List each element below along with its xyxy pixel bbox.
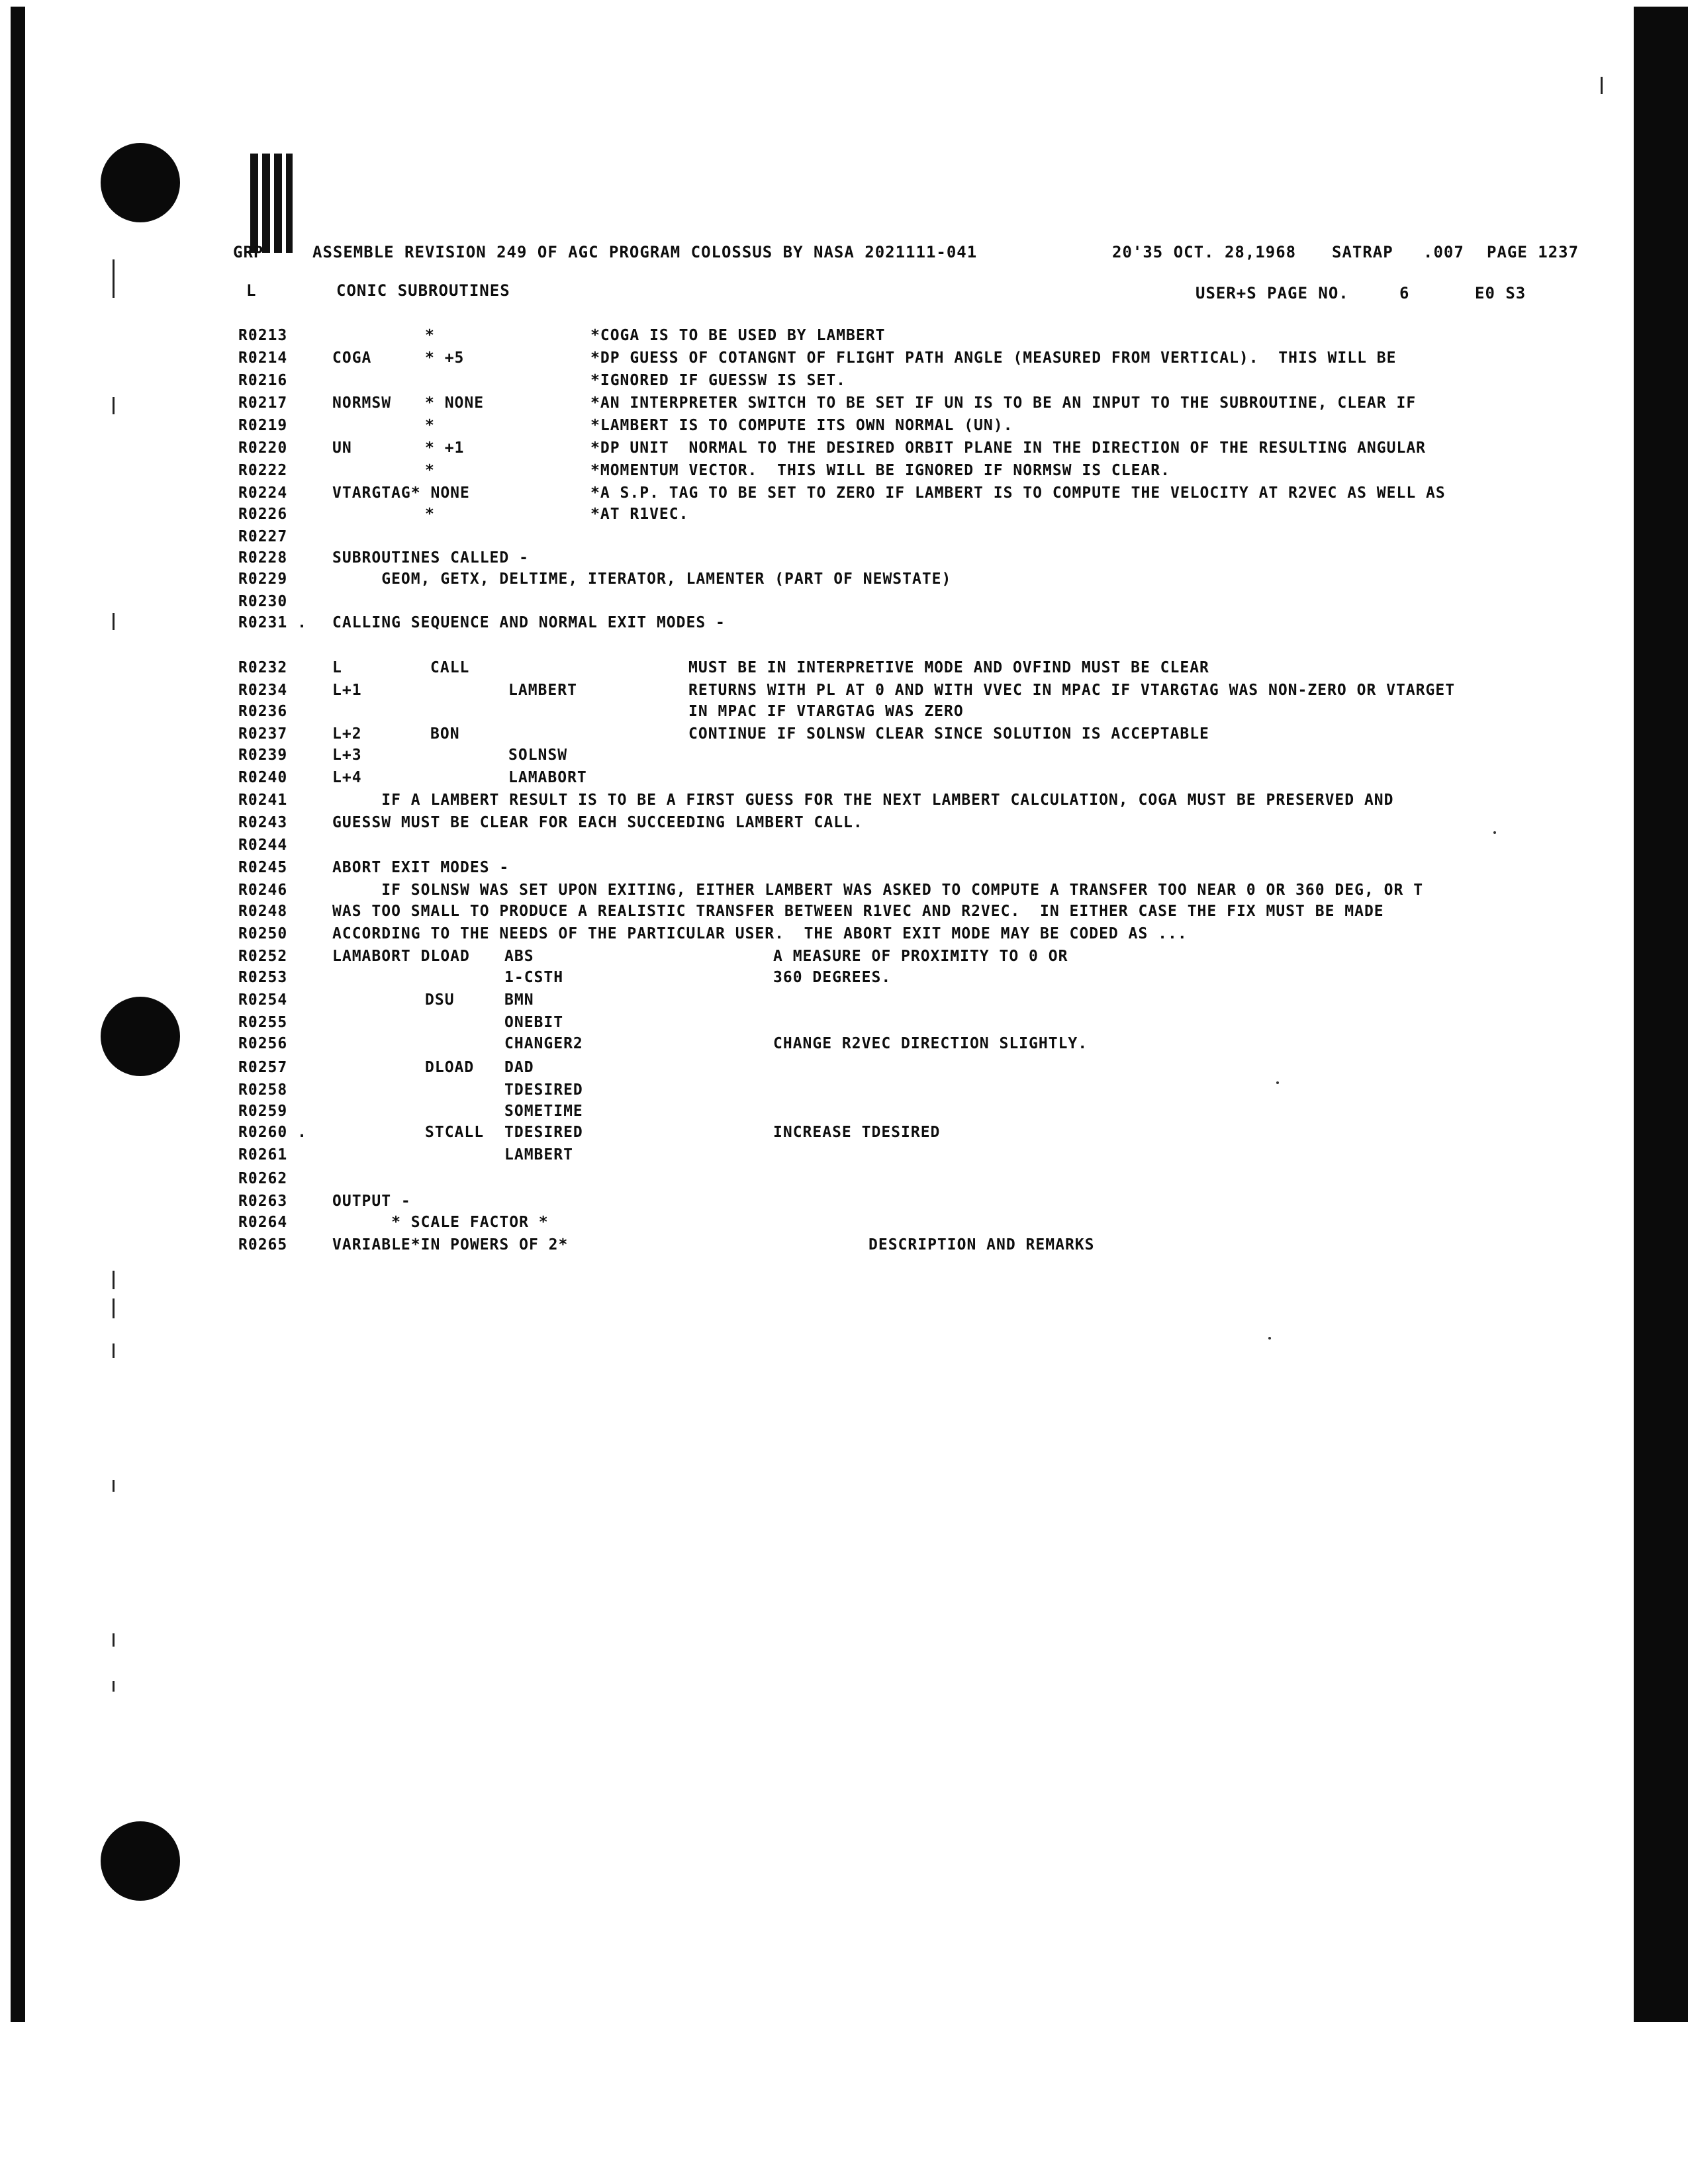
punch-hole	[101, 143, 180, 222]
line-number: R0250	[238, 925, 288, 942]
header-code: .007	[1423, 243, 1464, 261]
header-l: L	[246, 281, 257, 300]
header-user: SATRAP	[1332, 243, 1393, 261]
line-number: R0264	[238, 1214, 288, 1231]
line-number: R0252	[238, 948, 288, 965]
line-number: R0245	[238, 859, 288, 876]
listing-field-c4: INCREASE TDESIRED	[773, 1124, 941, 1141]
line-number: R0256	[238, 1035, 288, 1052]
line-number: R0248	[238, 903, 288, 920]
listing-field-c1: L+4	[332, 769, 362, 786]
listing-field-c3: CHANGER2	[504, 1035, 583, 1052]
listing-field-c3: TDESIRED	[504, 1124, 583, 1141]
header-user-page-number: 6	[1399, 284, 1410, 302]
listing-field-c4: *AT R1VEC.	[590, 506, 689, 523]
margin-mark	[113, 1271, 115, 1289]
line-number: R0265	[238, 1236, 288, 1253]
listing-field-c2: *	[425, 462, 435, 479]
header-section-code: E0 S3	[1475, 284, 1526, 302]
listing-field-c1: IF A LAMBERT RESULT IS TO BE A FIRST GUESS FOR THE NEXT LAMBERT CALCULATION, COGA MUST BE PRESERVED AND	[332, 792, 1394, 809]
listing-field-c2: STCALL	[425, 1124, 485, 1141]
listing-field-c1: VARIABLE*IN POWERS OF 2*	[332, 1236, 569, 1253]
listing-field-c1: L+2	[332, 725, 362, 743]
scan-speck	[1268, 1337, 1271, 1340]
listing-field-c4: *LAMBERT IS TO COMPUTE ITS OWN NORMAL (UN).	[590, 417, 1013, 434]
listing-field-c1: * SCALE FACTOR *	[332, 1214, 549, 1231]
line-number: R0262	[238, 1170, 288, 1187]
listing-field-c2: * +5	[425, 349, 465, 367]
margin-mark	[113, 397, 115, 414]
listing-field-c4: 360 DEGREES.	[773, 969, 892, 986]
line-number: R0236	[238, 703, 288, 720]
listing-field-c2: *	[425, 506, 435, 523]
listing-field-c1: NORMSW	[332, 394, 392, 412]
header-prefix: GRP	[233, 243, 264, 261]
line-number: R0261	[238, 1146, 288, 1163]
line-number: R0232	[238, 659, 288, 676]
listing-field-c3: TDESIRED	[504, 1081, 583, 1099]
line-number: R0244	[238, 837, 288, 854]
listing-field-c1: L+1	[332, 682, 362, 699]
listing-field-c1: CALLING SEQUENCE AND NORMAL EXIT MODES -	[332, 614, 726, 631]
listing-field-c2: DLOAD	[425, 1059, 475, 1076]
listing-field-c1: WAS TOO SMALL TO PRODUCE A REALISTIC TRANSFER BETWEEN R1VEC AND R2VEC. IN EITHER CASE THE FIX MUST BE MADE	[332, 903, 1384, 920]
line-number: R0260 .	[238, 1124, 307, 1141]
header-page: PAGE 1237	[1487, 243, 1579, 261]
margin-mark	[113, 1633, 115, 1647]
line-number: R0213	[238, 327, 288, 344]
margin-mark	[1601, 77, 1603, 94]
listing-field-c1: OUTPUT -	[332, 1193, 411, 1210]
listing-field-c1: L+3	[332, 747, 362, 764]
listing-field-c3: LAMBERT	[504, 1146, 573, 1163]
line-number: R0224	[238, 484, 288, 502]
listing-field-c1: VTARGTAG* NONE	[332, 484, 470, 502]
listing-field-c3: ABS	[504, 948, 534, 965]
listing-field-c4: *AN INTERPRETER SWITCH TO BE SET IF UN IS TO BE AN INPUT TO THE SUBROUTINE, CLEAR IF	[590, 394, 1417, 412]
listing-field-c1: L	[332, 659, 342, 676]
line-number: R0214	[238, 349, 288, 367]
line-number: R0241	[238, 792, 288, 809]
scan-speck	[1276, 1081, 1279, 1084]
listing-field-c1: LAMABORT DLOAD	[332, 948, 470, 965]
listing-field-c4: *DP UNIT NORMAL TO THE DESIRED ORBIT PLANE IN THE DIRECTION OF THE RESULTING ANGULAR	[590, 439, 1427, 457]
line-number: R0239	[238, 747, 288, 764]
line-number: R0230	[238, 593, 288, 610]
listing-field-c1: SUBROUTINES CALLED -	[332, 549, 529, 567]
listing-field-c2: CALL	[430, 659, 470, 676]
listing-field-c4: DESCRIPTION AND REMARKS	[868, 1236, 1095, 1253]
header-section: CONIC SUBROUTINES	[336, 281, 510, 300]
margin-mark	[113, 1298, 115, 1318]
scan-right-edge	[1634, 7, 1688, 2022]
line-number: R0255	[238, 1014, 288, 1031]
scan-speck	[1493, 831, 1496, 834]
listing-field-c4: *COGA IS TO BE USED BY LAMBERT	[590, 327, 886, 344]
listing-field-c3: LAMABORT	[508, 769, 587, 786]
margin-mark	[113, 1343, 115, 1358]
listing-field-c1: ABORT EXIT MODES -	[332, 859, 510, 876]
line-number: R0229	[238, 570, 288, 588]
margin-mark	[113, 1681, 115, 1692]
line-number: R0253	[238, 969, 288, 986]
header-user-page-label: USER+S PAGE NO.	[1196, 284, 1349, 302]
listing-field-c1: GUESSW MUST BE CLEAR FOR EACH SUCCEEDING LAMBERT CALL.	[332, 814, 863, 831]
line-number: R0234	[238, 682, 288, 699]
line-number: R0259	[238, 1103, 288, 1120]
barcode-mark	[250, 154, 293, 253]
listing-field-c3: 1-CSTH	[504, 969, 564, 986]
line-number: R0219	[238, 417, 288, 434]
scan-left-edge	[11, 7, 25, 2022]
listing-field-c1: UN	[332, 439, 352, 457]
line-number: R0243	[238, 814, 288, 831]
line-number: R0227	[238, 528, 288, 545]
listing-field-c1: COGA	[332, 349, 372, 367]
listing-field-c2: * +1	[425, 439, 465, 457]
listing-field-c3: SOLNSW	[508, 747, 568, 764]
line-number: R0216	[238, 372, 288, 389]
listing-field-c1: GEOM, GETX, DELTIME, ITERATOR, LAMENTER (PART OF NEWSTATE)	[332, 570, 952, 588]
listing-field-c2: BON	[430, 725, 460, 743]
line-number: R0254	[238, 991, 288, 1009]
header-title: ASSEMBLE REVISION 249 OF AGC PROGRAM COLOSSUS BY NASA 2021111-041	[312, 243, 978, 261]
line-number: R0228	[238, 549, 288, 567]
listing-field-c4: RETURNS WITH PL AT 0 AND WITH VVEC IN MPAC IF VTARGTAG WAS NON-ZERO OR VTARGET	[688, 682, 1456, 699]
header-date: 20'35 OCT. 28,1968	[1112, 243, 1297, 261]
margin-mark	[113, 613, 115, 630]
listing-field-c4: *IGNORED IF GUESSW IS SET.	[590, 372, 847, 389]
line-number: R0258	[238, 1081, 288, 1099]
listing-field-c3: DAD	[504, 1059, 534, 1076]
line-number: R0217	[238, 394, 288, 412]
listing-field-c4: *MOMENTUM VECTOR. THIS WILL BE IGNORED IF NORMSW IS CLEAR.	[590, 462, 1170, 479]
line-number: R0231 .	[238, 614, 307, 631]
line-number: R0257	[238, 1059, 288, 1076]
line-number: R0220	[238, 439, 288, 457]
line-number: R0246	[238, 882, 288, 899]
listing-field-c2: *	[425, 417, 435, 434]
listing-field-c2: * NONE	[425, 394, 485, 412]
listing-field-c4: IN MPAC IF VTARGTAG WAS ZERO	[688, 703, 964, 720]
line-number: R0222	[238, 462, 288, 479]
listing-field-c3: SOMETIME	[504, 1103, 583, 1120]
listing-field-c3: BMN	[504, 991, 534, 1009]
listing-field-c2: DSU	[425, 991, 455, 1009]
margin-mark	[113, 259, 115, 298]
line-number: R0263	[238, 1193, 288, 1210]
listing-field-c4: A MEASURE OF PROXIMITY TO 0 OR	[773, 948, 1068, 965]
listing-field-c2: *	[425, 327, 435, 344]
line-number: R0240	[238, 769, 288, 786]
punch-hole	[101, 997, 180, 1076]
listing-field-c4: *A S.P. TAG TO BE SET TO ZERO IF LAMBERT IS TO COMPUTE THE VELOCITY AT R2VEC AS WELL AS	[590, 484, 1446, 502]
listing-field-c4: *DP GUESS OF COTANGNT OF FLIGHT PATH ANGLE (MEASURED FROM VERTICAL). THIS WILL BE	[590, 349, 1397, 367]
listing-field-c4: CHANGE R2VEC DIRECTION SLIGHTLY.	[773, 1035, 1088, 1052]
line-number: R0226	[238, 506, 288, 523]
listing-field-c1: IF SOLNSW WAS SET UPON EXITING, EITHER LAMBERT WAS ASKED TO COMPUTE A TRANSFER TOO NEAR 0 OR 360 DEG, OR T	[332, 882, 1424, 899]
listing-field-c3: LAMBERT	[508, 682, 577, 699]
line-number: R0237	[238, 725, 288, 743]
listing-field-c3: ONEBIT	[504, 1014, 564, 1031]
punch-hole	[101, 1821, 180, 1901]
margin-mark	[113, 1480, 115, 1492]
listing-field-c1: ACCORDING TO THE NEEDS OF THE PARTICULAR USER. THE ABORT EXIT MODE MAY BE CODED AS ...	[332, 925, 1188, 942]
listing-field-c4: CONTINUE IF SOLNSW CLEAR SINCE SOLUTION IS ACCEPTABLE	[688, 725, 1209, 743]
listing-field-c4: MUST BE IN INTERPRETIVE MODE AND OVFIND MUST BE CLEAR	[688, 659, 1209, 676]
